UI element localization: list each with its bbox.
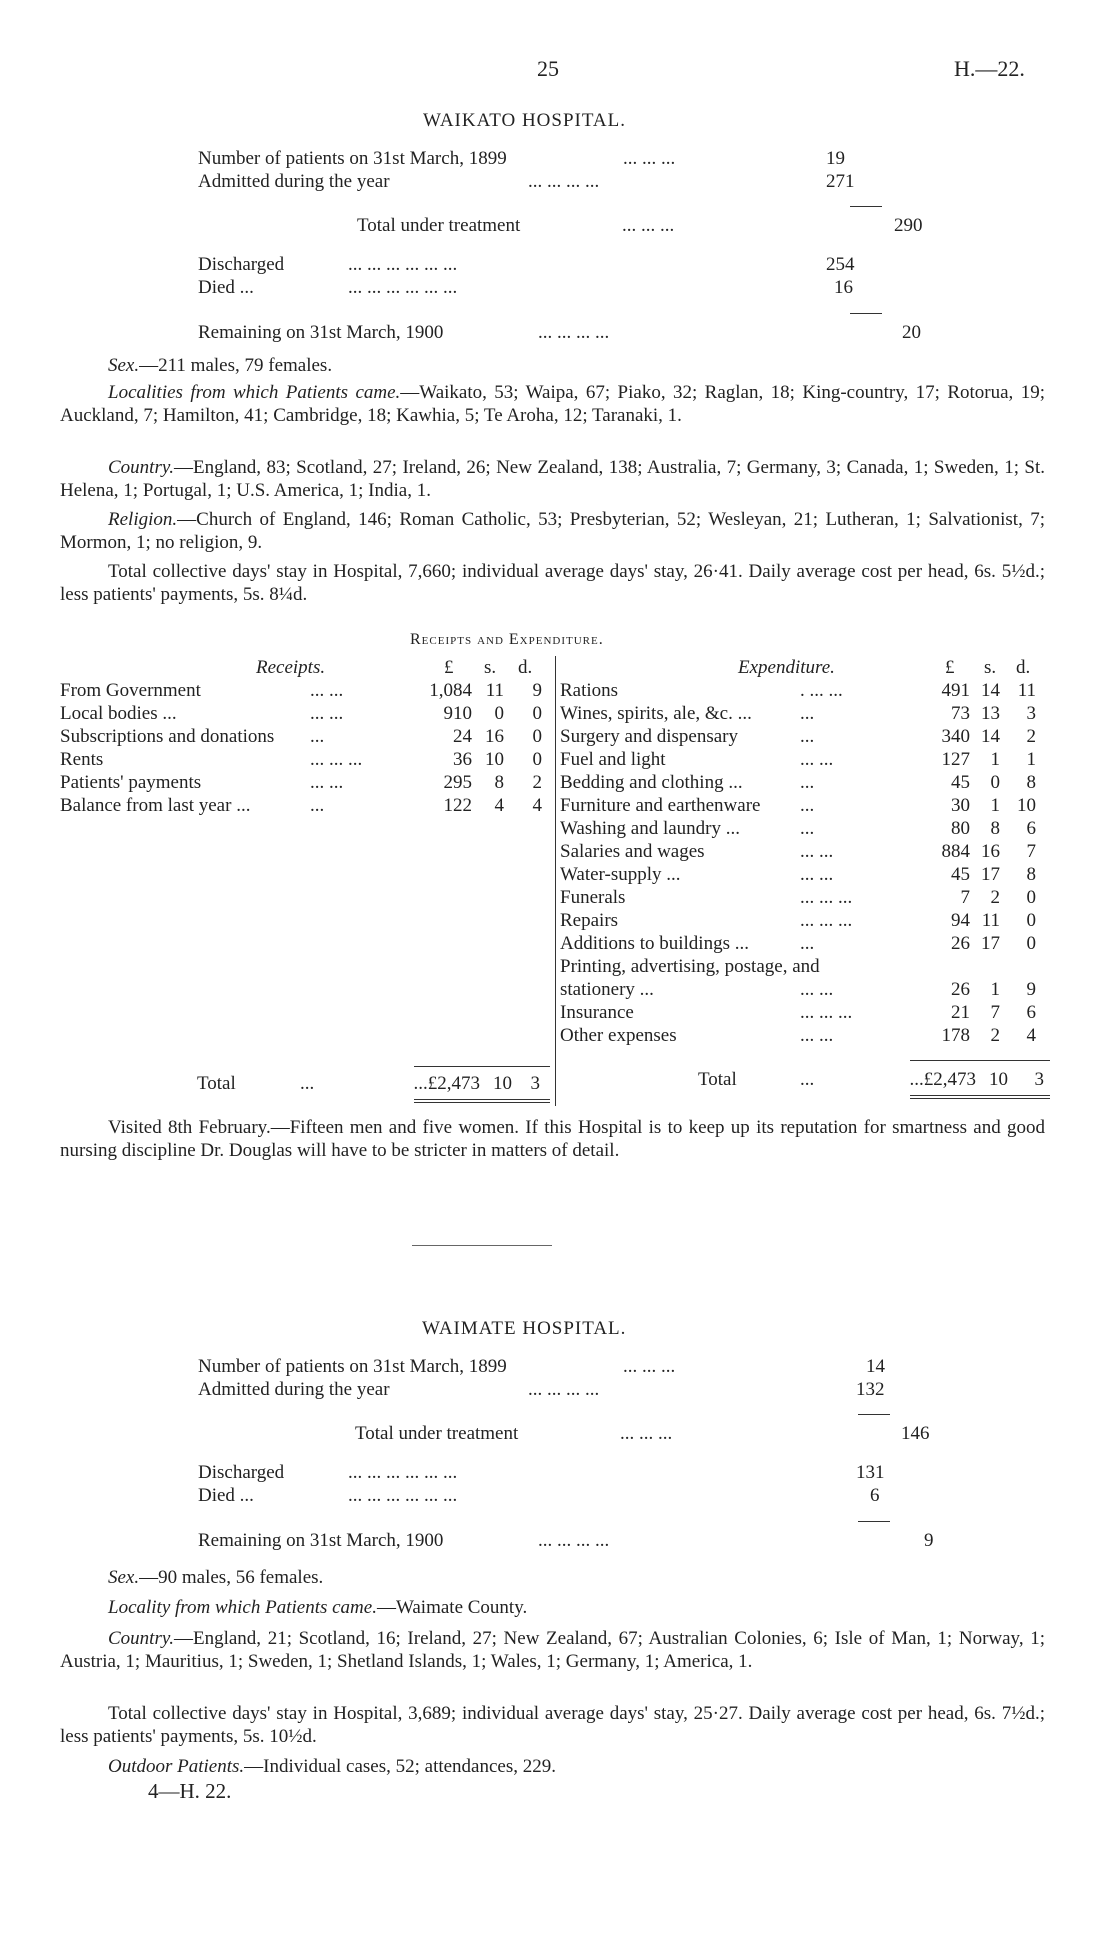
stat-dots: ... ... ... ... ... ... [348,277,458,298]
stat-label: Total under treatment [355,1423,519,1444]
receipt-pence: 0 [532,726,542,747]
expenditure-shillings: 16 [981,841,1000,862]
expenditure-pounds: 26 [951,979,970,1000]
expenditure-row [560,932,1060,955]
receipt-shillings: 16 [485,726,504,747]
expenditure-pence: 4 [1026,1025,1036,1046]
receipt-dots: ... ... [310,703,344,724]
expenditure-label: Water-supply ... [560,864,681,885]
expenditure-pounds: 178 [941,1025,970,1046]
expenditure-pence: 9 [1026,979,1036,1000]
expenditure-pounds: 21 [951,1002,970,1023]
sum-rule [850,313,882,314]
receipt-dots: ... ... [310,772,344,793]
receipts-total-shillings: 10 [493,1073,512,1094]
expenditure-pounds: 491 [941,680,970,701]
receipt-shillings: 10 [485,749,504,770]
stat-label: Discharged [198,254,285,275]
expenditure-shillings: 14 [981,726,1000,747]
expenditure-shillings: 1 [990,979,1000,1000]
receipts-total-pounds: ...£2,473 [413,1073,480,1094]
receipt-pounds: 295 [443,772,472,793]
expenditure-label: Rations [560,680,619,701]
receipt-pounds: 122 [443,795,472,816]
receipt-label: Balance from last year ... [60,795,251,816]
expenditure-pence: 10 [1017,795,1036,816]
expenditure-row [560,817,1060,840]
receipt-pence: 0 [532,749,542,770]
stat-dots: ... ... ... ... [528,171,600,192]
stat-value: 271 [826,171,855,192]
expenditure-pounds: 30 [951,795,970,816]
total-rule [910,1060,1050,1061]
receipt-pounds: 910 [443,703,472,724]
expenditure-row [560,1024,1060,1047]
waikato-sex: Sex.—211 males, 79 females. [108,355,333,376]
stat-dots: ... ... ... ... ... ... [348,1462,458,1483]
stat-value: 290 [894,215,923,236]
stat-dots: ... ... ... ... [538,1530,610,1551]
expenditure-pence: 11 [1017,680,1036,701]
stat-dots: ... ... ... [623,148,676,169]
expenditure-shillings: 2 [990,1025,1000,1046]
expenditure-shillings: 17 [981,864,1000,885]
expenditure-total-label: Total [698,1069,737,1090]
expenditure-row [560,978,1060,1001]
expenditure-total-pounds: ...£2,473 [909,1069,976,1090]
expenditure-total-shillings: 10 [989,1069,1008,1090]
stat-value: 146 [901,1423,930,1444]
expenditure-row [560,863,1060,886]
stat-label: Number of patients on 31st March, 1899 [198,1356,507,1377]
expenditure-label: Furniture and earthenware [560,795,761,816]
stat-dots: ... ... ... [622,215,675,236]
expenditure-pence: 0 [1026,887,1036,908]
expenditure-shillings: 11 [981,910,1000,931]
expenditure-label: Salaries and wages [560,841,705,862]
stat-value: 132 [856,1379,885,1400]
receipts-total-label: Total [197,1073,236,1094]
waikato-visited: Visited 8th February.—Fifteen men and five women. If this Hospital is to keep up its reputation for smartness and good nursing discipline Dr. Douglas will have to be stricter in matters of detail. [60,1117,1045,1161]
expenditure-row [560,794,1060,817]
waikato-localities: Localities from which Patients came.—Waikato, 53; Waipa, 67; Piako, 32; Raglan, 18; King-country, 17; Rotorua, 19; Auckland, 7; Hamilton, 41; Cambridge, 18; Kawhia, 5; Te Aroha, 12; Taranaki, 1. [60,382,1045,426]
receipt-label: Subscriptions and donations [60,726,275,747]
expenditure-dots: ... [800,772,815,793]
expenditure-shillings: 8 [990,818,1000,839]
expenditure-dots: ... ... ... [800,1002,853,1023]
expenditure-shillings: 7 [990,1002,1000,1023]
expenditure-pence: 8 [1026,772,1036,793]
expenditure-pence: 0 [1026,910,1036,931]
expenditure-pounds: 127 [941,749,970,770]
receipt-row [60,748,560,771]
expenditure-shillings: 2 [990,887,1000,908]
expenditure-pence: 6 [1026,1002,1036,1023]
expenditure-pounds: 45 [951,772,970,793]
stat-label: Admitted during the year [198,171,390,192]
expenditure-pounds: 45 [951,864,970,885]
expenditure-label: Funerals [560,887,626,908]
receipt-label: Local bodies ... [60,703,177,724]
receipt-shillings: 11 [485,680,504,701]
stat-value: 131 [856,1462,885,1483]
expenditure-row [560,840,1060,863]
expenditure-row [560,725,1060,748]
expenditure-pounds: 340 [941,726,970,747]
expenditure-pounds: 80 [951,818,970,839]
expenditure-dots: ... [800,703,815,724]
col-pence: d. [518,657,533,678]
expenditure-label: Repairs [560,910,619,931]
receipt-dots: ... [310,795,325,816]
expenditure-row [560,886,1060,909]
receipt-shillings: 8 [494,772,504,793]
expenditure-label: Fuel and light [560,749,666,770]
waimate-country: Country.—England, 21; Scotland, 16; Ireland, 27; New Zealand, 67; Australian Colonies, 6; Isle of Man, 1; Norway, 1; Austria, 1; Mauritius, 1; Sweden, 1; Shetland Islands, 1; Wales, 1; Germany, 1; America, 1. [60,1628,1045,1672]
receipt-row [60,725,560,748]
stat-dots: ... ... ... ... ... ... [348,1485,458,1506]
receipt-pence: 0 [532,703,542,724]
expenditure-pence: 1 [1026,749,1036,770]
stat-dots: ... ... ... ... [528,1379,600,1400]
receipts-total-pence: 3 [530,1073,540,1094]
stat-label: Remaining on 31st March, 1900 [198,1530,444,1551]
expenditure-label: Printing, advertising, postage, and [560,956,820,977]
stat-label: Discharged [198,1462,285,1483]
expenditure-dots: ... [800,795,815,816]
expenditure-dots: ... [800,818,815,839]
expenditure-label: Other expenses [560,1025,677,1046]
expenditure-dots: ... ... ... [800,887,853,908]
stat-label: Number of patients on 31st March, 1899 [198,148,507,169]
waimate-sex: Sex.—90 males, 56 females. [108,1567,324,1588]
expenditure-pence: 0 [1026,933,1036,954]
stat-label: Admitted during the year [198,1379,390,1400]
expenditure-row [560,1001,1060,1024]
waikato-country: Country.—England, 83; Scotland, 27; Ireland, 26; New Zealand, 138; Australia, 7; Germany, 3; Canada, 1; Sweden, 1; St. Helena, 1; Portugal, 1; U.S. America, 1; India, 1. [60,457,1045,501]
document-reference: H.—22. [954,56,1025,81]
waimate-locality: Locality from which Patients came.—Waimate County. [108,1597,528,1618]
expenditure-dots: ... [800,933,815,954]
stat-value: 9 [924,1530,934,1551]
expenditure-label: Insurance [560,1002,634,1023]
sum-rule [850,206,882,207]
expenditure-shillings: 1 [990,749,1000,770]
column-divider [555,656,556,1106]
expenditure-shillings: 17 [981,933,1000,954]
section-divider [412,1245,552,1246]
expenditure-pounds: 26 [951,933,970,954]
waimate-title: WAIMATE HOSPITAL. [422,1318,627,1339]
total-rule [414,1066,550,1067]
col-pence: d. [1016,657,1031,678]
receipt-pounds: 36 [453,749,472,770]
receipt-pence: 4 [532,795,542,816]
stat-value: 6 [870,1485,880,1506]
stat-dots: ... ... ... [623,1356,676,1377]
stat-value: 254 [826,254,855,275]
expenditure-pence: 7 [1026,841,1036,862]
expenditure-pence: 3 [1026,703,1036,724]
stat-value: 20 [902,322,921,343]
col-pounds: £ [444,657,454,678]
waimate-stay: Total collective days' stay in Hospital, 3,689; individual average days' stay, 25·27. Daily average cost per head, 6s. 7½d.; less patients' payments, 5s. 10½d. [60,1703,1045,1747]
expenditure-row [560,955,1060,978]
expenditure-label: stationery ... [560,979,654,1000]
waikato-title: WAIKATO HOSPITAL. [423,110,627,131]
receipt-pence: 9 [532,680,542,701]
expenditure-pence: 2 [1026,726,1036,747]
expenditure-total-pence: 3 [1034,1069,1044,1090]
expenditure-shillings: 0 [990,772,1000,793]
stat-value: 14 [866,1356,885,1377]
expenditure-dots: ... ... [800,864,834,885]
receipt-dots: ... [310,726,325,747]
sum-rule [858,1414,890,1415]
stat-dots: ... ... ... ... [538,322,610,343]
stat-label: Died ... [198,1485,254,1506]
receipt-dots: ... ... ... [310,749,363,770]
expenditure-shillings: 1 [990,795,1000,816]
col-pounds: £ [945,657,955,678]
receipt-pounds: 24 [453,726,472,747]
waikato-religion: Religion.—Church of England, 146; Roman Catholic, 53; Presbyterian, 52; Wesleyan, 21; Lutheran, 1; Salvationist, 7; Mormon, 1; no religion, 9. [60,509,1045,553]
expenditure-dots: ... ... [800,749,834,770]
receipt-row [60,794,560,817]
expenditure-heading: Expenditure. [738,657,835,678]
expenditure-label: Additions to buildings ... [560,933,749,954]
stat-label: Died ... [198,277,254,298]
accounts-title: Receipts and Expenditure. [410,631,604,648]
waikato-stay: Total collective days' stay in Hospital, 7,660; individual average days' stay, 26·41. Daily average cost per head, 6s. 5½d.; less patients' payments, 5s. 8¼d. [60,561,1045,605]
expenditure-row [560,679,1060,702]
expenditure-label: Surgery and dispensary [560,726,739,747]
receipt-shillings: 4 [494,795,504,816]
expenditure-shillings: 13 [981,703,1000,724]
expenditure-dots: ... [800,726,815,747]
receipts-heading: Receipts. [256,657,326,678]
receipt-shillings: 0 [494,703,504,724]
stat-dots: ... ... ... ... ... ... [348,254,458,275]
receipt-pounds: 1,084 [429,680,472,701]
expenditure-total-dots: ... [800,1069,815,1090]
receipt-label: Rents [60,749,104,770]
expenditure-pounds: 94 [951,910,970,931]
receipt-label: From Government [60,680,201,701]
stat-value: 16 [834,277,853,298]
expenditure-pence: 6 [1026,818,1036,839]
expenditure-dots: ... ... [800,841,834,862]
col-shillings: s. [984,657,997,678]
receipts-total-dots: ... [300,1073,315,1094]
expenditure-label: Bedding and clothing ... [560,772,743,793]
expenditure-dots: . ... ... [800,680,843,701]
receipt-label: Patients' payments [60,772,202,793]
expenditure-shillings: 14 [981,680,1000,701]
page-number: 25 [537,56,559,81]
receipt-row [60,702,560,725]
expenditure-label: Washing and laundry ... [560,818,740,839]
stat-value: 19 [826,148,845,169]
expenditure-pounds: 7 [960,887,970,908]
sum-rule [858,1521,890,1522]
expenditure-dots: ... ... [800,1025,834,1046]
expenditure-label: Wines, spirits, ale, &c. ... [560,703,752,724]
stat-dots: ... ... ... [620,1423,673,1444]
footer-reference: 4—H. 22. [148,1779,232,1803]
expenditure-dots: ... ... [800,979,834,1000]
receipt-dots: ... ... [310,680,344,701]
expenditure-row [560,909,1060,932]
stat-label: Remaining on 31st March, 1900 [198,322,444,343]
expenditure-pounds: 884 [941,841,970,862]
expenditure-dots: ... ... ... [800,910,853,931]
stat-label: Total under treatment [357,215,521,236]
expenditure-row [560,771,1060,794]
receipt-pence: 2 [532,772,542,793]
waimate-outdoor: Outdoor Patients.—Individual cases, 52; attendances, 229. [108,1756,557,1777]
expenditure-row [560,748,1060,771]
col-shillings: s. [484,657,497,678]
expenditure-pence: 8 [1026,864,1036,885]
receipt-row [60,679,560,702]
expenditure-pounds: 73 [951,703,970,724]
expenditure-row [560,702,1060,725]
receipt-row [60,771,560,794]
